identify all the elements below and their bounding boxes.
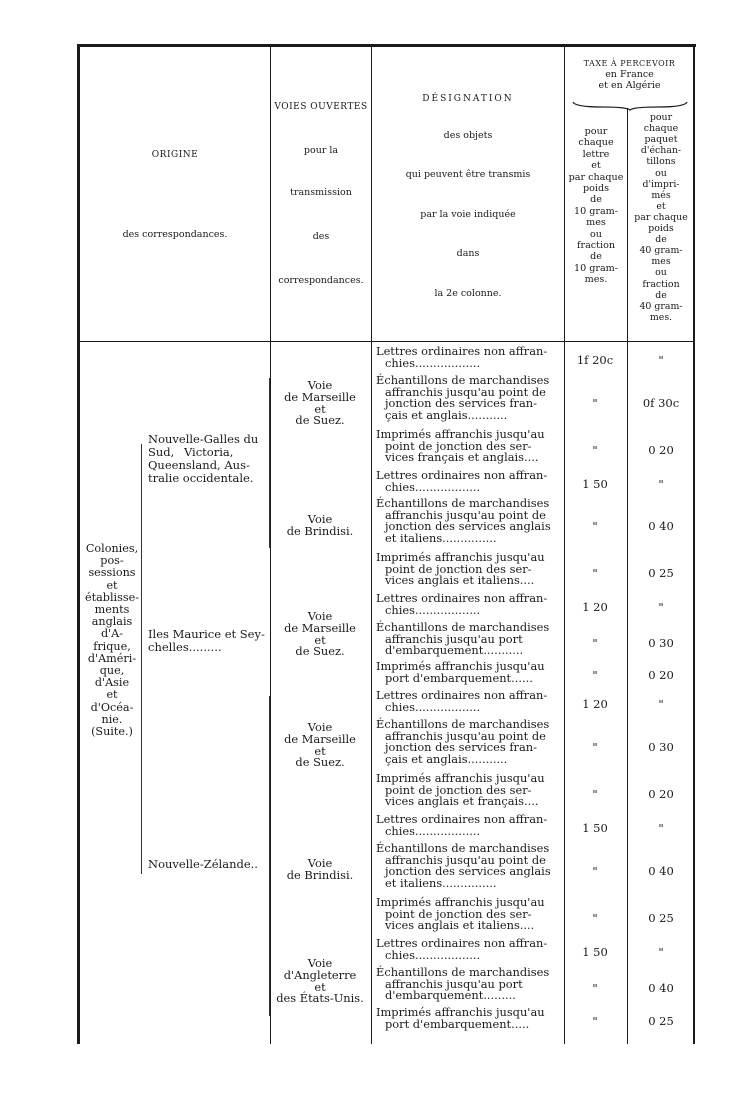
origin-main-line: ments bbox=[94, 603, 130, 616]
voies-title: VOIES OUVERTES bbox=[274, 102, 368, 112]
tax-lettre-value: " bbox=[592, 981, 598, 995]
tax-lettre-value: " bbox=[592, 443, 598, 457]
designation-line: point de jonction des ser- bbox=[385, 782, 532, 797]
designation-line: Échantillons de marchandises bbox=[376, 717, 550, 731]
origin-main-line: que, bbox=[99, 664, 125, 677]
tax-lettre-value: 1 20 bbox=[582, 697, 608, 711]
col-lettre-line: et bbox=[591, 160, 601, 172]
col-paquet-line: mes. bbox=[649, 311, 673, 323]
voie-v3-line: Voie bbox=[307, 609, 333, 623]
origin-main-line: d'Améri- bbox=[87, 651, 137, 665]
designation-cell bbox=[376, 1007, 562, 1030]
col-lettre-line: pour bbox=[584, 126, 608, 137]
designation-line: dans bbox=[456, 248, 480, 259]
tax-paquet-value: 0 40 bbox=[648, 519, 674, 533]
tax-paquet-value: 0 20 bbox=[648, 668, 674, 682]
tax-paquet-value: 0 40 bbox=[648, 981, 674, 995]
tax-lettre-value: 1 50 bbox=[582, 945, 608, 959]
col-paquet-line: 40 gram- bbox=[639, 300, 683, 312]
designation-cell bbox=[376, 429, 562, 464]
designation-cell bbox=[376, 552, 562, 587]
origin-main-line: et bbox=[106, 578, 118, 592]
voies-line: correspondances. bbox=[278, 275, 364, 286]
designation-title: DÉSIGNATION bbox=[422, 94, 514, 104]
col-lettre-line: lettre bbox=[582, 148, 610, 160]
designation-line: la 2e colonne. bbox=[434, 288, 502, 299]
tax-paquet-value: " bbox=[658, 353, 664, 367]
tax-paquet-value: 0 30 bbox=[648, 740, 674, 754]
tax-paquet-value: " bbox=[658, 821, 664, 835]
voie-v3-line: de Marseille bbox=[284, 620, 356, 635]
origin-main-line: pos- bbox=[100, 554, 124, 568]
origin-title: ORIGINE bbox=[151, 150, 199, 160]
voie-v5-line: de Brindisi. bbox=[286, 867, 354, 882]
col-lettre-line: ou bbox=[590, 228, 602, 240]
voie-v6-line: d'Angleterre bbox=[283, 967, 357, 982]
voie-v1-line: Voie bbox=[307, 378, 333, 392]
designation-line: Imprimés affranchis jusqu'au bbox=[376, 1005, 545, 1019]
designation-line: chies.................. bbox=[385, 947, 481, 962]
designation-cell bbox=[376, 814, 562, 837]
designation-line: point de jonction des ser- bbox=[385, 438, 532, 453]
designation-line: par la voie indiquée bbox=[420, 209, 516, 220]
designation-line: jonction des services fran- bbox=[385, 396, 537, 411]
tax-paquet-value: 0 40 bbox=[648, 864, 674, 878]
designation-cell bbox=[376, 622, 562, 657]
designation-line: Imprimés affranchis jusqu'au bbox=[376, 771, 545, 785]
tax-lettre-value: " bbox=[592, 636, 598, 650]
tax-lettre-value: " bbox=[592, 519, 598, 533]
designation-cell bbox=[376, 897, 562, 932]
voie-v2-line: Voie bbox=[307, 512, 333, 526]
designation-line: Imprimés affranchis jusqu'au bbox=[376, 895, 545, 909]
tax-paquet-value: " bbox=[658, 945, 664, 959]
tax-lettre-value: " bbox=[592, 396, 598, 410]
designation-line: chies.................. bbox=[385, 479, 481, 494]
designation-line: jonction des services anglais bbox=[385, 864, 551, 879]
tax-lettre-value: " bbox=[592, 911, 598, 925]
designation-line: Imprimés affranchis jusqu'au bbox=[376, 550, 545, 564]
col-sep-4 bbox=[627, 108, 628, 1044]
designation-line: chies.................. bbox=[385, 699, 481, 714]
designation-line: Lettres ordinaires non affran- bbox=[376, 468, 548, 482]
voie-v4-line: et bbox=[314, 743, 326, 758]
col-paquet-line: de bbox=[655, 234, 667, 246]
voies-line: des bbox=[312, 231, 330, 242]
designation-line: affranchis jusqu'au point de bbox=[385, 507, 546, 522]
designation-line: et italiens............... bbox=[385, 875, 497, 890]
designation-line: affranchis jusqu'au point de bbox=[385, 384, 546, 399]
taxe-line: en France bbox=[605, 69, 654, 80]
origin-main-line: nie. bbox=[101, 712, 123, 726]
designation-line: chies.................. bbox=[385, 602, 481, 617]
taxe-line: et en Algérie bbox=[598, 80, 661, 91]
tax-paquet-value: 0 25 bbox=[648, 566, 674, 580]
tax-paquet-value: " bbox=[658, 697, 664, 711]
designation-cell bbox=[376, 938, 562, 961]
designation-line: Imprimés affranchis jusqu'au bbox=[376, 659, 545, 673]
origin-nsw-brace bbox=[269, 378, 270, 548]
tax-paquet-value: 0 20 bbox=[648, 443, 674, 457]
designation-line: chies.................. bbox=[385, 823, 481, 838]
origin-nz: Nouvelle-Zélande.. bbox=[148, 857, 258, 871]
col-paquet-line: tillons bbox=[646, 156, 676, 168]
voie-v2-line: de Brindisi. bbox=[286, 523, 354, 538]
col-paquet-line: poids bbox=[648, 223, 674, 234]
col-lettre-line: mes. bbox=[584, 274, 608, 286]
designation-line: point de jonction des ser- bbox=[385, 561, 532, 576]
designation-cell bbox=[376, 593, 562, 616]
origin-main-line: d'A- bbox=[100, 627, 124, 641]
voie-v4-line: Voie bbox=[307, 720, 333, 734]
designation-line: affranchis jusqu'au port bbox=[385, 976, 523, 991]
designation-cell bbox=[376, 375, 562, 421]
designation-cell bbox=[376, 843, 562, 889]
origin-nsw-line: tralie occidentale. bbox=[148, 471, 254, 485]
tax-paquet-value: " bbox=[658, 600, 664, 614]
origin-main-line: anglais bbox=[91, 615, 133, 629]
voie-v1-line: et bbox=[314, 401, 326, 416]
origin-main-line: sessions bbox=[88, 566, 136, 580]
tax-paquet-value: 0 30 bbox=[648, 636, 674, 650]
origin-nsw-line: Queensland, Aus- bbox=[148, 458, 250, 472]
table-left-border bbox=[77, 44, 80, 1044]
origin-nsw-line: Nouvelle-Galles du bbox=[148, 432, 259, 446]
designation-line: qui peuvent être transmis bbox=[405, 169, 531, 180]
designation-line: affranchis jusqu'au point de bbox=[385, 728, 546, 743]
origin-main-line: établisse- bbox=[85, 590, 139, 604]
voie-v1-line: de Marseille bbox=[284, 389, 356, 404]
col-paquet-line: d'impri- bbox=[642, 178, 680, 190]
designation-line: et italiens............... bbox=[385, 530, 497, 545]
designation-cell bbox=[376, 967, 562, 1002]
designation-cell bbox=[376, 719, 562, 765]
tax-lettre-value: " bbox=[592, 864, 598, 878]
origin-nz-brace bbox=[269, 696, 270, 1016]
tax-lettre-value: " bbox=[592, 787, 598, 801]
tax-paquet-value: 0 25 bbox=[648, 1014, 674, 1028]
designation-cell bbox=[376, 690, 562, 713]
designation-line: d'embarquement......... bbox=[385, 988, 516, 1003]
designation-line: affranchis jusqu'au point de bbox=[385, 852, 546, 867]
col-sep-2 bbox=[371, 47, 372, 1044]
designation-line: Lettres ordinaires non affran- bbox=[376, 591, 548, 605]
designation-line: port d'embarquement...... bbox=[385, 670, 533, 685]
taxe-title: TAXE À PERCEVOIR bbox=[583, 59, 676, 68]
designation-cell bbox=[376, 470, 562, 493]
voie-v1-line: de Suez. bbox=[295, 413, 345, 428]
designation-cell bbox=[376, 498, 562, 544]
voie-v4-line: de Marseille bbox=[284, 731, 356, 746]
col-lettre-line: de bbox=[590, 251, 602, 263]
col-paquet-line: 40 gram- bbox=[639, 245, 683, 257]
designation-line: jonction des services anglais bbox=[385, 519, 551, 534]
designation-line: jonction des services fran- bbox=[385, 740, 537, 755]
designation-line: Échantillons de marchandises bbox=[376, 841, 550, 855]
col-paquet-line: mes bbox=[651, 256, 671, 268]
designation-line: port d'embarquement..... bbox=[385, 1016, 530, 1031]
col-lettre-line: fraction bbox=[576, 240, 616, 251]
voie-v3-line: de Suez. bbox=[295, 644, 345, 659]
header-bottom-rule bbox=[80, 341, 693, 342]
col-paquet-line: d'échan- bbox=[640, 145, 682, 157]
col-lettre-line: 10 gram- bbox=[573, 262, 619, 274]
tax-lettre-value: " bbox=[592, 668, 598, 682]
tax-lettre-value: 1 20 bbox=[582, 600, 608, 614]
col-paquet-line: ou bbox=[655, 267, 667, 279]
tax-paquet-value: 0 20 bbox=[648, 787, 674, 801]
col-sep-3 bbox=[564, 47, 565, 1044]
designation-cell bbox=[376, 773, 562, 808]
col-lettre-line: poids bbox=[582, 183, 610, 194]
origin-maurice-line: Iles Maurice et Sey- bbox=[148, 627, 265, 641]
designation-line: vices français et anglais.... bbox=[385, 450, 539, 465]
col-paquet-line: fraction bbox=[642, 278, 680, 290]
origin-main-line: frique, bbox=[93, 639, 131, 653]
voie-v4-line: de Suez. bbox=[295, 755, 345, 770]
voie-v6-line: des États-Unis. bbox=[276, 991, 364, 1006]
voie-v6-line: et bbox=[314, 979, 326, 994]
col-lettre-line: par chaque bbox=[568, 171, 624, 183]
tax-lettre-value: 1 50 bbox=[582, 477, 608, 491]
designation-line: vices anglais et italiens.... bbox=[385, 918, 535, 933]
origin-main-line: d'Océa- bbox=[90, 700, 134, 714]
origin-main-brace bbox=[141, 444, 142, 874]
tax-paquet-value: 0 25 bbox=[648, 911, 674, 925]
col-lettre-line: de bbox=[590, 194, 602, 206]
voies-line: transmission bbox=[290, 187, 352, 198]
designation-line: Lettres ordinaires non affran- bbox=[376, 812, 548, 826]
table-right-border bbox=[693, 44, 695, 1044]
designation-line: Échantillons de marchandises bbox=[376, 373, 550, 387]
designation-line: Imprimés affranchis jusqu'au bbox=[376, 427, 545, 441]
tax-lettre-value: " bbox=[592, 1014, 598, 1028]
col-paquet-line: de bbox=[655, 289, 667, 301]
designation-line: vices anglais et français.... bbox=[385, 794, 539, 809]
designation-line: Lettres ordinaires non affran- bbox=[376, 688, 548, 702]
tax-lettre-value: " bbox=[592, 740, 598, 754]
designation-cell bbox=[376, 661, 562, 684]
voie-v6-line: Voie bbox=[307, 956, 333, 970]
origin-main-line: (Suite.) bbox=[91, 725, 133, 738]
tax-lettre-value: " bbox=[592, 566, 598, 580]
designation-line: çais et anglais........... bbox=[385, 751, 508, 766]
designation-line: Lettres ordinaires non affran- bbox=[376, 936, 548, 950]
designation-line: d'embarquement........... bbox=[385, 643, 524, 658]
col-lettre-line: mes bbox=[586, 217, 606, 229]
designation-line: Lettres ordinaires non affran- bbox=[376, 344, 548, 358]
col-sep-1 bbox=[270, 47, 271, 1044]
voie-v5-line: Voie bbox=[307, 856, 333, 870]
voie-v3-line: et bbox=[314, 632, 326, 647]
col-lettre-line: chaque bbox=[578, 137, 614, 149]
origin-subtitle: des correspondances. bbox=[122, 229, 228, 240]
taxe-brace bbox=[572, 96, 688, 106]
tax-lettre-value: 1f 20c bbox=[576, 353, 614, 367]
col-paquet-line: et bbox=[656, 200, 666, 212]
col-lettre-line: 10 gram- bbox=[573, 205, 619, 217]
designation-line: Échantillons de marchandises bbox=[376, 496, 550, 510]
origin-maurice-line: chelles......... bbox=[148, 640, 222, 654]
col-paquet-line: ou bbox=[655, 167, 667, 179]
tax-paquet-value: 0f 30c bbox=[642, 396, 680, 410]
tax-lettre-value: 1 50 bbox=[582, 821, 608, 835]
origin-main-line: d'Asie bbox=[94, 676, 130, 690]
col-paquet-line: paquet bbox=[644, 134, 678, 146]
designation-line: des objets bbox=[443, 130, 493, 141]
designation-line: vices anglais et italiens.... bbox=[385, 573, 535, 588]
voies-line: pour la bbox=[303, 145, 339, 156]
table-top-border bbox=[77, 44, 696, 47]
origin-nsw-line: Sud, Victoria, bbox=[148, 445, 234, 459]
designation-line: chies.................. bbox=[385, 355, 481, 370]
designation-line: affranchis jusqu'au port bbox=[385, 631, 523, 646]
origin-main-line: et bbox=[106, 688, 118, 702]
col-paquet-line: chaque bbox=[643, 123, 679, 135]
origin-main-line: Colonies, bbox=[85, 542, 139, 555]
designation-line: point de jonction des ser- bbox=[385, 906, 532, 921]
designation-line: Échantillons de marchandises bbox=[376, 620, 550, 634]
tax-paquet-value: " bbox=[658, 477, 664, 491]
designation-cell bbox=[376, 346, 562, 369]
designation-line: Échantillons de marchandises bbox=[376, 965, 550, 979]
designation-line: çais et anglais........... bbox=[385, 407, 508, 422]
col-paquet-line: par chaque bbox=[634, 211, 688, 223]
col-paquet-line: pour bbox=[649, 112, 673, 123]
col-paquet-line: més bbox=[651, 189, 671, 201]
